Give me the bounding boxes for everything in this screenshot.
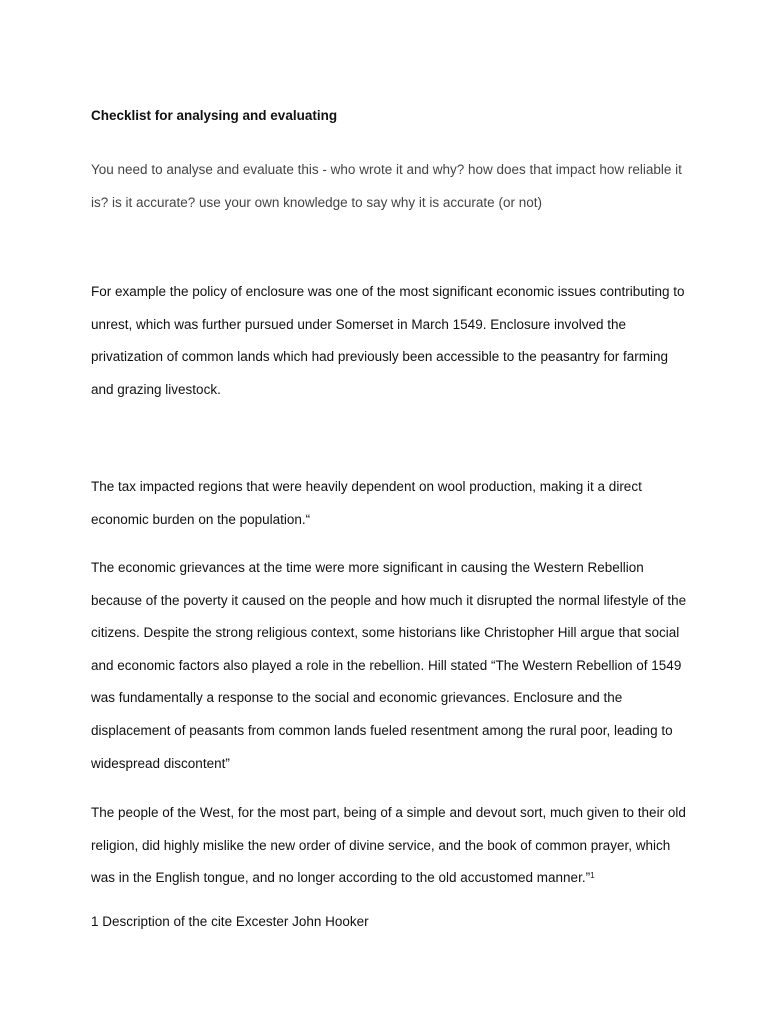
paragraph-economic-grievances: The economic grievances at the time were more significant in causing the Western Rebellion because of the poverty it caused on the people and how much it disrupted the normal lifestyle of the citizens. Despite the strong religious context, some historians like Christopher Hill argue that social and economic factors also played a role in the rebellion. Hill stated “The Western Rebellion of 1549 was fundamentally a response to the social and economic grievances. Enclosure and the displacement of peasants from common lands fueled resentment among the rural poor, leading to widespread discontent”	[91, 560, 687, 771]
footnote: 1 Description of the cite Excester John Hooker	[91, 914, 369, 929]
paragraph-quote-hooker	[91, 797, 691, 895]
instruction-text: You need to analyse and evaluate this - who wrote it and why? how does that impact how reliable it is? is it accurate? use your own knowledge to say why it is accurate (or not)	[91, 162, 682, 210]
document-title: Checklist for analysing and evaluating	[91, 108, 338, 123]
footnote-marker: 1	[590, 871, 595, 881]
paragraph-enclosure: For example the policy of enclosure was one of the most significant economic issues contributing to unrest, which was further pursued under Somerset in March 1549. Enclosure involved the privatization of common lands which had previously been accessible to the peasantry for farming and grazing livestock.	[91, 284, 685, 397]
quote-text: The people of the West, for the most part, being of a simple and devout sort, much given to their old religion, did highly mislike the new order of divine service, and the book of common prayer, which was in the English tongue, and no longer according to the old accustomed manner.”	[91, 805, 686, 886]
paragraph-tax: The tax impacted regions that were heavily dependent on wool production, making it a direct economic burden on the population.“	[91, 479, 642, 527]
